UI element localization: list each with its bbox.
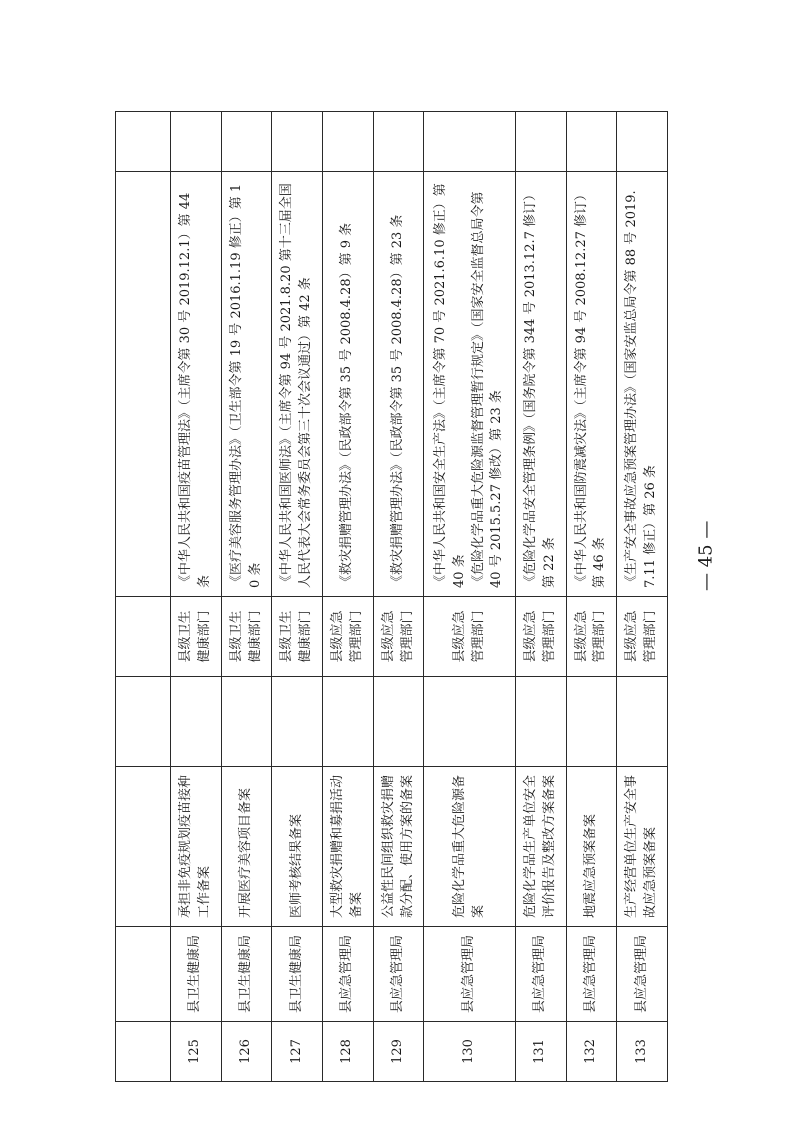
filing-item: 生产经营单位生产安全事故应急预案备案	[617, 767, 668, 927]
table-row	[272, 112, 323, 1082]
legal-basis: 《中华人民共和国医师法》（主席令第 94 号 2021.8.20 第十三届全国人民代表大会常务委员会第三十次会议通过）第 42 条	[272, 172, 323, 597]
legal-basis: 《救灾捐赠管理办法》（民政部令第 35 号 2008.4.28）第 23 条	[373, 172, 424, 597]
table-top-row	[116, 112, 171, 1082]
row-number: 125	[171, 1022, 222, 1082]
blank-cell	[116, 597, 171, 677]
filing-item: 地震应急预案备案	[566, 767, 617, 927]
page-number: — 45 —	[695, 520, 717, 591]
filing-item: 公益性民间组织救灾捐赠款分配、使用方案的备案	[373, 767, 424, 927]
table-row	[221, 112, 272, 1082]
row-number: 128	[323, 1022, 374, 1082]
implementing-office: 县级卫生健康部门	[171, 597, 222, 677]
filing-item: 危险化学品重大危险源备案	[424, 767, 516, 927]
blank-cell	[566, 677, 617, 767]
implementing-office: 县级应急管理部门	[566, 597, 617, 677]
blank-cell	[221, 677, 272, 767]
blank-cell	[221, 112, 272, 172]
department: 县应急管理局	[373, 927, 424, 1022]
department: 县应急管理局	[323, 927, 374, 1022]
legal-basis: 《生产安全事故应急预案管理办法》（国家安监总局令第 88 号 2019.7.11 修正）第 26 条	[617, 172, 668, 597]
row-number: 127	[272, 1022, 323, 1082]
department: 县卫生健康局	[221, 927, 272, 1022]
table-row	[617, 112, 668, 1082]
blank-cell	[515, 112, 566, 172]
blank-cell	[116, 172, 171, 597]
blank-cell	[272, 677, 323, 767]
filing-item: 危险化学品生产单位安全评价报告及整改方案备案	[515, 767, 566, 927]
row-number: 132	[566, 1022, 617, 1082]
table-row	[515, 112, 566, 1082]
blank-cell	[373, 677, 424, 767]
blank-cell	[566, 112, 617, 172]
blank-cell	[116, 1022, 171, 1082]
legal-basis: 《中华人民共和国防震减灾法》（主席令第 94 号 2008.12.27 修订）第 46 条	[566, 172, 617, 597]
legal-basis: 《救灾捐赠管理办法》（民政部令第 35 号 2008.4.28）第 9 条	[323, 172, 374, 597]
department: 县应急管理局	[617, 927, 668, 1022]
blank-cell	[116, 112, 171, 172]
row-number: 133	[617, 1022, 668, 1082]
table-row	[424, 112, 516, 1082]
department: 县应急管理局	[515, 927, 566, 1022]
department: 县应急管理局	[424, 927, 516, 1022]
table-row	[566, 112, 617, 1082]
filing-item: 医师考核结果备案	[272, 767, 323, 927]
implementing-office: 县级卫生健康部门	[221, 597, 272, 677]
row-number: 131	[515, 1022, 566, 1082]
legal-basis: 《医疗美容服务管理办法》（卫生部令第 19 号 2016.1.19 修正）第 10 条	[221, 172, 272, 597]
filing-item: 开展医疗美容项目备案	[221, 767, 272, 927]
blank-cell	[116, 927, 171, 1022]
blank-cell	[617, 112, 668, 172]
blank-cell	[515, 677, 566, 767]
rotated-table	[115, 112, 668, 1082]
blank-cell	[424, 677, 516, 767]
implementing-office: 县级应急管理部门	[617, 597, 668, 677]
blank-cell	[323, 112, 374, 172]
row-number: 129	[373, 1022, 424, 1082]
row-number: 126	[221, 1022, 272, 1082]
blank-cell	[373, 112, 424, 172]
implementing-office: 县级应急管理部门	[373, 597, 424, 677]
implementing-office: 县级卫生健康部门	[272, 597, 323, 677]
blank-cell	[424, 112, 516, 172]
implementing-office: 县级应急管理部门	[323, 597, 374, 677]
table-row	[171, 112, 222, 1082]
filing-item: 大型救灾捐赠和募捐活动备案	[323, 767, 374, 927]
blank-cell	[617, 677, 668, 767]
legal-basis: 《中华人民共和国疫苗管理法》（主席令第 30 号 2019.12.1）第 44 条	[171, 172, 222, 597]
filing-item: 承担非免疫规划疫苗接种工作备案	[171, 767, 222, 927]
table-row	[323, 112, 374, 1082]
department: 县卫生健康局	[171, 927, 222, 1022]
implementing-office: 县级应急管理部门	[515, 597, 566, 677]
blank-cell	[272, 112, 323, 172]
table-row	[373, 112, 424, 1082]
department: 县应急管理局	[566, 927, 617, 1022]
row-number: 130	[424, 1022, 516, 1082]
blank-cell	[116, 677, 171, 767]
blank-cell	[171, 112, 222, 172]
blank-cell	[171, 677, 222, 767]
blank-cell	[323, 677, 374, 767]
filing-items-table	[115, 111, 668, 1082]
department: 县卫生健康局	[272, 927, 323, 1022]
blank-cell	[116, 767, 171, 927]
implementing-office: 县级应急管理部门	[424, 597, 516, 677]
legal-basis: 《危险化学品安全管理条例》（国务院令第 344 号 2013.12.7 修订）第 22 条	[515, 172, 566, 597]
legal-basis: 《中华人民共和国安全生产法》（主席令第 70 号 2021.6.10 修正）第 40 条 《危险化学品重大危险源监督管理暂行规定》（国家安全监督总局令第 40 号 2015.5.27 修改）第 23 条	[424, 172, 516, 597]
